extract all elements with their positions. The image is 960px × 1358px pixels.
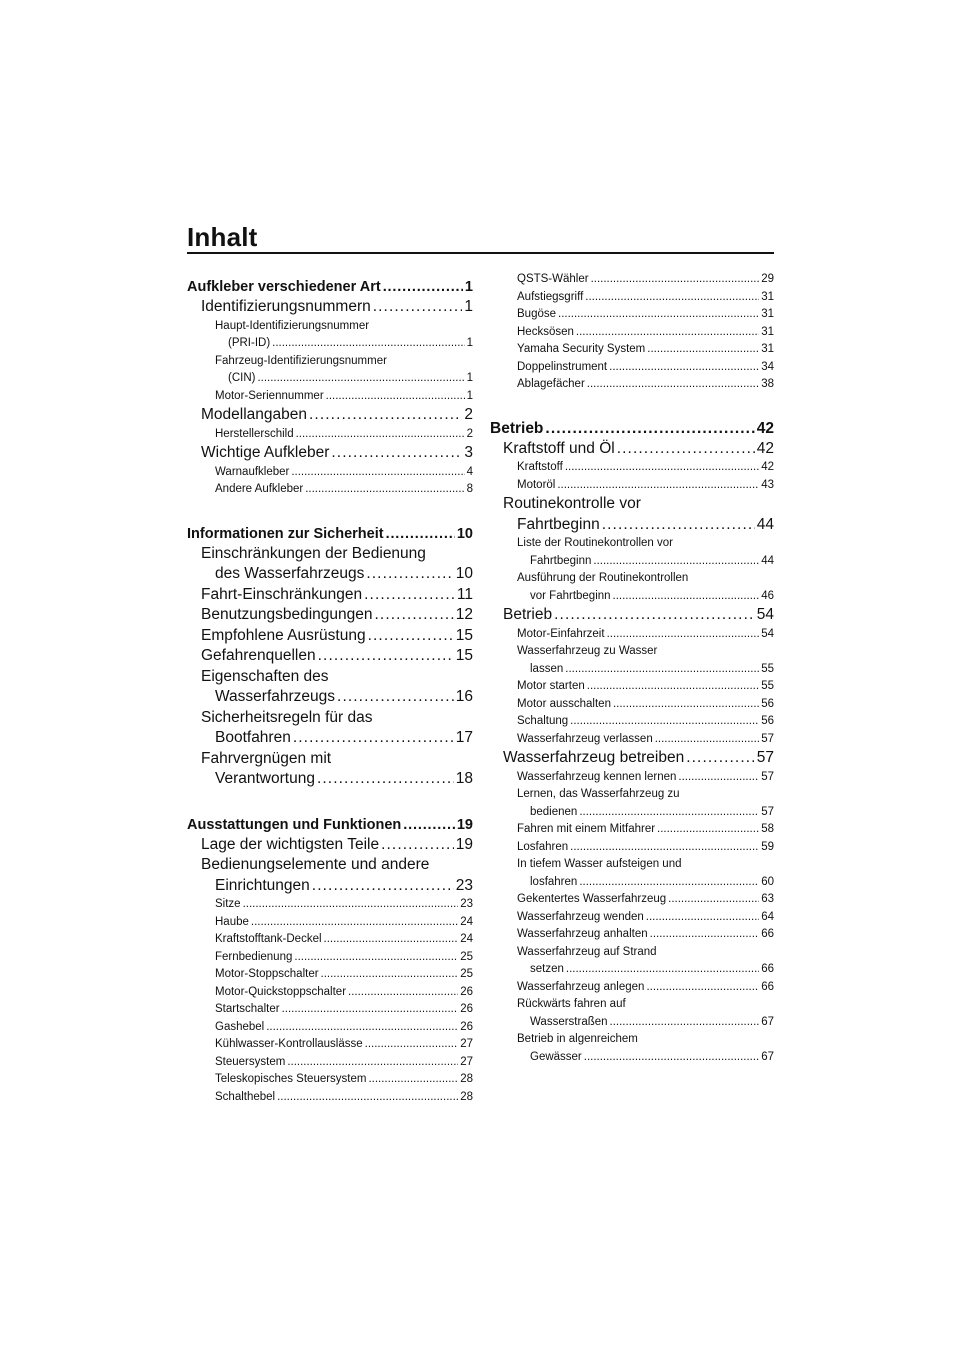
toc-page-number: 17 <box>455 729 473 746</box>
toc-leader-dots <box>291 464 464 482</box>
toc-leader-dots <box>554 605 755 626</box>
toc-entry[interactable] <box>187 646 473 667</box>
toc-leader-dots <box>610 1014 760 1032</box>
toc-page-number: 28 <box>460 1090 473 1103</box>
toc-page-number: 18 <box>455 770 473 787</box>
toc-entry-title: Bedienungselemente und andere <box>201 856 430 873</box>
toc-entry[interactable] <box>490 376 774 394</box>
toc-leader-dots <box>243 896 459 914</box>
toc-entry-title: Andere Aufkleber <box>215 483 304 495</box>
toc-entry-title: Wichtige Aufkleber <box>201 444 330 461</box>
toc-entry[interactable] <box>187 585 473 606</box>
toc-leader-dots <box>646 909 759 927</box>
toc-entry[interactable] <box>490 696 774 714</box>
toc-entry-title: Aufkleber verschiedener Art <box>187 279 381 295</box>
toc-entry[interactable] <box>490 713 774 731</box>
toc-page-number: 16 <box>455 688 473 705</box>
toc-page-number: 67 <box>761 1015 774 1028</box>
toc-page-number: 1 <box>466 337 473 349</box>
toc-entry[interactable] <box>187 544 473 585</box>
toc-page-number: 4 <box>466 465 473 478</box>
toc-leader-dots <box>403 815 455 835</box>
toc-leader-dots <box>617 439 755 460</box>
toc-entry[interactable] <box>490 856 774 891</box>
toc-entry[interactable] <box>187 605 473 626</box>
toc-page-number: 57 <box>761 732 774 745</box>
toc-left-column <box>187 277 473 1106</box>
toc-entry[interactable] <box>187 277 473 297</box>
toc-leader-dots <box>282 1001 459 1019</box>
toc-entry[interactable] <box>187 815 473 835</box>
toc-entry-title: Aufstiegsgriff <box>517 290 584 303</box>
toc-leader-dots <box>655 731 759 749</box>
toc-entry[interactable] <box>490 944 774 979</box>
toc-entry-title: Fernbedienung <box>215 950 293 963</box>
toc-leader-dots <box>386 524 455 544</box>
toc-entry-title: Empfohlene Ausrüstung <box>201 626 366 644</box>
toc-entry[interactable] <box>490 678 774 696</box>
toc-entry-title: Motor-Einfahrzeit <box>517 627 605 640</box>
toc-page-number: 10 <box>455 565 473 582</box>
toc-entry-title: des Wasserfahrzeugs <box>215 565 365 582</box>
toc-entry[interactable] <box>187 1019 473 1037</box>
toc-entry-title: Identifizierungsnummern <box>201 298 371 315</box>
toc-entry-title: bedienen <box>530 805 578 818</box>
toc-entry[interactable] <box>187 931 473 949</box>
toc-entry-title: Fahrvergnügen mit <box>201 749 332 767</box>
toc-leader-dots <box>587 678 759 696</box>
toc-leader-dots <box>613 588 760 606</box>
toc-entry[interactable] <box>187 984 473 1002</box>
toc-page-number: 2 <box>466 427 473 440</box>
toc-page-number: 23 <box>455 876 473 894</box>
toc-entry-title: (CIN) <box>228 372 256 384</box>
toc-leader-dots <box>312 876 454 897</box>
toc-page-number: 26 <box>460 1003 473 1015</box>
toc-leader-dots <box>686 748 755 769</box>
toc-page-number: 12 <box>455 606 473 623</box>
toc-page-number: 11 <box>456 585 473 603</box>
toc-leader-dots <box>587 376 759 394</box>
toc-leader-dots <box>373 297 463 318</box>
toc-entry[interactable] <box>490 891 774 909</box>
toc-entry[interactable] <box>187 835 473 856</box>
toc-entry-title: Hecksösen <box>517 325 574 338</box>
toc-leader-dots <box>309 405 462 426</box>
toc-entry-title: losfahren <box>530 875 578 888</box>
toc-page-number: 8 <box>466 483 473 495</box>
toc-entry[interactable] <box>187 949 473 967</box>
toc-page-number: 27 <box>460 1055 473 1068</box>
toc-leader-dots <box>365 1036 459 1054</box>
toc-page-number: 3 <box>464 444 473 461</box>
toc-leader-dots <box>565 459 759 477</box>
toc-leader-dots <box>647 341 759 359</box>
toc-page-number: 57 <box>756 749 774 766</box>
toc-entry[interactable] <box>490 324 774 342</box>
toc-entry-title: (PRI-ID) <box>228 337 271 349</box>
toc-entry-title: Einschränkungen der Bedienung <box>201 544 426 562</box>
toc-entry-title: Gefahrenquellen <box>201 647 316 664</box>
toc-entry-title: Rückwärts fahren auf <box>517 998 626 1010</box>
toc-entry[interactable] <box>490 570 774 605</box>
toc-entry[interactable] <box>490 289 774 307</box>
toc-leader-dots <box>657 821 759 839</box>
toc-leader-dots <box>324 931 459 949</box>
toc-entry[interactable] <box>187 1089 473 1107</box>
toc-entry[interactable] <box>490 926 774 944</box>
toc-page-number: 24 <box>460 933 473 945</box>
toc-entry[interactable] <box>490 419 774 439</box>
toc-page-number: 26 <box>460 985 473 998</box>
page-title: Inhalt <box>187 222 258 252</box>
toc-page-number: 24 <box>460 915 473 928</box>
toc-entry[interactable] <box>187 1071 473 1089</box>
toc-page-number: 55 <box>761 662 774 675</box>
toc-leader-dots <box>565 661 759 679</box>
toc-page-number: 25 <box>460 950 473 963</box>
toc-entry[interactable] <box>490 996 774 1031</box>
toc-entry[interactable] <box>490 494 774 535</box>
toc-leader-dots <box>570 839 759 857</box>
toc-leader-dots <box>293 728 454 749</box>
toc-leader-dots <box>294 949 458 967</box>
toc-entry-title: Steuersystem <box>215 1055 286 1068</box>
toc-leader-dots <box>368 626 454 647</box>
toc-leader-dots <box>296 426 465 444</box>
toc-entry[interactable] <box>490 979 774 997</box>
toc-entry[interactable] <box>490 731 774 749</box>
toc-entry[interactable] <box>490 1031 774 1066</box>
toc-page-number: 15 <box>455 626 473 644</box>
toc-entry-title: Motor-Stoppschalter <box>215 968 319 980</box>
toc-entry-title: Haube <box>215 915 249 928</box>
toc-entry[interactable] <box>490 439 774 460</box>
toc-entry[interactable] <box>490 359 774 377</box>
toc-entry-title: Wasserfahrzeug anhalten <box>517 928 648 940</box>
toc-entry[interactable] <box>490 909 774 927</box>
toc-entry[interactable] <box>187 626 473 647</box>
toc-leader-dots <box>545 419 754 439</box>
toc-entry[interactable] <box>187 667 473 708</box>
toc-leader-dots <box>646 979 759 997</box>
toc-entry-title: Gekentertes Wasserfahrzeug <box>517 893 667 905</box>
toc-entry[interactable] <box>490 821 774 839</box>
toc-entry-title: Wasserstraßen <box>530 1015 608 1028</box>
toc-entry[interactable] <box>187 1036 473 1054</box>
toc-page-number: 28 <box>460 1073 473 1085</box>
toc-page-number: 25 <box>460 968 473 980</box>
toc-entry-title: Einrichtungen <box>215 876 310 894</box>
toc-entry-title: setzen <box>530 963 564 975</box>
toc-entry-title: Yamaha Security System <box>517 343 646 355</box>
toc-entry-title: Motor ausschalten <box>517 697 611 710</box>
toc-page-number: 66 <box>761 980 774 993</box>
toc-entry[interactable] <box>490 341 774 359</box>
toc-page-number: 19 <box>455 835 473 853</box>
toc-page-number: 46 <box>761 589 774 602</box>
toc-page-number: 23 <box>460 898 473 910</box>
toc-page-number: 56 <box>761 715 774 727</box>
toc-entry-title: Betrieb <box>490 419 544 437</box>
toc-leader-dots <box>375 605 454 626</box>
toc-right-column <box>490 271 774 1066</box>
toc-entry-title: Gewässer <box>530 1050 582 1063</box>
toc-entry-title: Kraftstoff und Öl <box>503 439 615 457</box>
toc-entry[interactable] <box>490 535 774 570</box>
toc-entry-title: Fahrtbeginn <box>530 554 592 567</box>
toc-entry-title: Haupt-Identifizierungsnummer <box>215 319 370 332</box>
toc-leader-dots <box>381 835 454 856</box>
toc-entry-title: Schaltung <box>517 715 569 727</box>
toc-entry-title: Wasserfahrzeug auf Strand <box>517 945 657 958</box>
toc-entry-title: Betrieb in algenreichem <box>517 1033 638 1045</box>
toc-entry-title: Herstellerschild <box>215 427 294 440</box>
toc-page-number: 42 <box>756 419 774 437</box>
toc-leader-dots <box>348 984 458 1002</box>
toc-page-number: 66 <box>761 963 774 975</box>
toc-entry[interactable] <box>187 318 473 353</box>
toc-entry[interactable] <box>187 464 473 482</box>
toc-entry-title: Ausführung der Routinekontrollen <box>517 572 689 584</box>
toc-entry[interactable] <box>187 443 473 464</box>
toc-entry[interactable] <box>490 477 774 495</box>
toc-page-number: 42 <box>761 461 774 473</box>
toc-entry[interactable] <box>187 855 473 896</box>
toc-entry-title: Wasserfahrzeugs <box>215 688 336 705</box>
toc-entry-title: Betrieb <box>503 606 553 623</box>
toc-page-number: 63 <box>761 893 774 905</box>
toc-page-number: 27 <box>460 1038 473 1050</box>
toc-leader-dots <box>579 804 759 822</box>
toc-page-number: 55 <box>761 680 774 692</box>
toc-page-number: 31 <box>761 290 774 303</box>
toc-page-number: 60 <box>761 875 774 888</box>
toc-leader-dots <box>570 713 759 731</box>
toc-entry[interactable] <box>187 966 473 984</box>
toc-page-number: 34 <box>761 360 774 373</box>
toc-entry[interactable] <box>490 459 774 477</box>
toc-entry[interactable] <box>490 271 774 289</box>
toc-entry-title: Kraftstoff <box>517 461 563 473</box>
toc-page-number: 57 <box>761 805 774 818</box>
toc-leader-dots <box>337 687 454 708</box>
toc-entry-title: Motor starten <box>517 680 585 692</box>
toc-page-number: 1 <box>464 279 473 295</box>
toc-leader-dots <box>318 646 454 667</box>
toc-leader-dots <box>591 271 760 289</box>
toc-entry-title: Motoröl <box>517 478 556 491</box>
toc-entry[interactable] <box>490 839 774 857</box>
toc-entry[interactable] <box>187 524 473 544</box>
toc-leader-dots <box>557 477 759 495</box>
toc-page-number: 67 <box>761 1050 774 1063</box>
toc-entry-title: Wasserfahrzeug wenden <box>517 910 644 923</box>
toc-entry[interactable] <box>490 605 774 626</box>
toc-leader-dots <box>305 481 464 499</box>
toc-leader-dots <box>321 966 459 984</box>
toc-page-number: 38 <box>761 378 774 390</box>
toc-entry-title: Doppelinstrument <box>517 360 608 373</box>
toc-entry-title: Informationen zur Sicherheit <box>187 525 384 542</box>
toc-leader-dots <box>326 388 465 406</box>
toc-leader-dots <box>576 324 759 342</box>
toc-entry-title: Motor-Quickstoppschalter <box>215 985 347 998</box>
toc-entry-title: Routinekontrolle vor <box>503 495 641 512</box>
title-rule <box>187 252 774 254</box>
toc-page-number: 29 <box>761 273 774 285</box>
toc-entry-title: Ablagefächer <box>517 378 585 390</box>
toc-page-number: 31 <box>761 308 774 320</box>
toc-page-number: 26 <box>460 1020 473 1033</box>
toc-entry[interactable] <box>187 297 473 318</box>
toc-leader-dots <box>558 306 759 324</box>
toc-entry[interactable] <box>187 405 473 426</box>
toc-leader-dots <box>579 874 759 892</box>
toc-entry-title: lassen <box>530 662 564 675</box>
toc-entry[interactable] <box>187 353 473 388</box>
toc-leader-dots <box>331 443 462 464</box>
toc-entry[interactable] <box>187 914 473 932</box>
toc-entry[interactable] <box>490 748 774 769</box>
toc-entry-title: Bootfahren <box>215 729 291 746</box>
toc-leader-dots <box>613 696 759 714</box>
toc-entry-title: Fahrt-Einschränkungen <box>201 585 363 603</box>
toc-page-number: 1 <box>466 372 473 384</box>
toc-leader-dots <box>277 1089 458 1107</box>
toc-page-number: 66 <box>761 928 774 940</box>
toc-entry-title: Motor-Seriennummer <box>215 389 324 402</box>
toc-page-number: 31 <box>761 325 774 338</box>
toc-entry-title: Warnaufkleber <box>215 465 290 478</box>
toc-entry-title: Kraftstofftank-Deckel <box>215 933 322 945</box>
toc-entry-title: Eigenschaften des <box>201 667 329 685</box>
toc-page-number: 59 <box>761 840 774 853</box>
toc-entry-title: Sicherheitsregeln für das <box>201 708 373 726</box>
toc-entry[interactable] <box>490 786 774 821</box>
toc-entry-title: Modellangaben <box>201 406 308 423</box>
toc-entry[interactable] <box>187 749 473 790</box>
toc-leader-dots <box>366 564 453 585</box>
toc-entry-title: Benutzungsbedingungen <box>201 606 373 623</box>
toc-entry-title: Gashebel <box>215 1020 265 1033</box>
toc-leader-dots <box>593 553 759 571</box>
toc-leader-dots <box>364 585 455 606</box>
toc-entry-title: Teleskopisches Steuersystem <box>215 1073 367 1085</box>
toc-entry[interactable] <box>490 643 774 678</box>
toc-page-number: 1 <box>466 389 473 402</box>
toc-leader-dots <box>368 1071 458 1089</box>
toc-entry[interactable] <box>187 1001 473 1019</box>
toc-entry[interactable] <box>187 388 473 406</box>
toc-page-number: 2 <box>464 406 473 423</box>
toc-entry-title: Liste der Routinekontrollen vor <box>517 537 673 549</box>
toc-entry-title: Lernen, das Wasserfahrzeug zu <box>517 788 680 800</box>
toc-entry-title: Verantwortung <box>215 770 315 787</box>
toc-entry-title: vor Fahrtbeginn <box>530 589 611 602</box>
toc-entry-title: Wasserfahrzeug verlassen <box>517 732 653 745</box>
toc-entry-title: Kühlwasser-Kontrollauslässe <box>215 1038 363 1050</box>
toc-leader-dots <box>602 515 755 536</box>
toc-leader-dots <box>272 335 464 353</box>
toc-entry[interactable] <box>490 306 774 324</box>
toc-page-number: 57 <box>761 770 774 783</box>
toc-entry[interactable] <box>187 426 473 444</box>
toc-leader-dots <box>668 891 759 909</box>
toc-page-number: 56 <box>761 697 774 710</box>
toc-entry-title: Bugöse <box>517 308 557 320</box>
toc-entry-title: Fahrzeug-Identifizierungsnummer <box>215 354 387 367</box>
toc-leader-dots <box>585 289 759 307</box>
toc-entry-title: Losfahren <box>517 840 569 853</box>
toc-page-number: 44 <box>761 554 774 567</box>
toc-entry[interactable] <box>187 481 473 499</box>
toc-entry-title: Wasserfahrzeug anlegen <box>517 980 645 993</box>
toc-entry[interactable] <box>187 896 473 914</box>
toc-page-number: 42 <box>756 439 774 457</box>
toc-entry[interactable] <box>490 626 774 644</box>
toc-entry-title: Lage der wichtigsten Teile <box>201 835 380 853</box>
toc-page-number: 44 <box>756 515 774 533</box>
toc-page-number: 10 <box>456 525 473 542</box>
toc-entry-title: In tiefem Wasser aufsteigen und <box>517 858 682 870</box>
toc-entry[interactable] <box>490 769 774 787</box>
toc-page-number: 64 <box>761 910 774 923</box>
toc-entry[interactable] <box>187 1054 473 1072</box>
toc-entry-title: Fahrtbeginn <box>517 515 600 533</box>
toc-entry-title: Wasserfahrzeug kennen lernen <box>517 770 677 783</box>
toc-entry[interactable] <box>187 708 473 749</box>
toc-leader-dots <box>287 1054 458 1072</box>
toc-entry-title: QSTS-Wähler <box>517 273 589 285</box>
toc-page-number: 31 <box>761 343 774 355</box>
toc-leader-dots <box>650 926 760 944</box>
toc-page-number: 1 <box>464 298 473 315</box>
toc-entry-title: Fahren mit einem Mitfahrer <box>517 823 656 835</box>
toc-page-number: 43 <box>761 478 774 491</box>
toc-entry-title: Ausstattungen und Funktionen <box>187 816 402 833</box>
toc-page-number: 54 <box>761 627 774 640</box>
toc-page-number: 54 <box>756 606 774 623</box>
toc-leader-dots <box>607 626 760 644</box>
toc-page-number: 15 <box>455 647 473 664</box>
toc-leader-dots <box>317 769 454 790</box>
toc-leader-dots <box>678 769 759 787</box>
toc-page-number: 58 <box>761 823 774 835</box>
toc-entry-title: Wasserfahrzeug zu Wasser <box>517 645 658 657</box>
toc-entry-title: Wasserfahrzeug betreiben <box>503 749 685 766</box>
toc-leader-dots <box>266 1019 458 1037</box>
toc-leader-dots <box>257 370 464 388</box>
toc-leader-dots <box>566 961 759 979</box>
toc-leader-dots <box>584 1049 759 1067</box>
toc-leader-dots <box>383 277 463 297</box>
toc-entry-title: Schalthebel <box>215 1090 276 1103</box>
toc-entry-title: Startschalter <box>215 1003 280 1015</box>
toc-page-number: 19 <box>456 816 473 833</box>
toc-leader-dots <box>251 914 458 932</box>
toc-leader-dots <box>609 359 759 377</box>
toc-entry-title: Sitze <box>215 898 241 910</box>
